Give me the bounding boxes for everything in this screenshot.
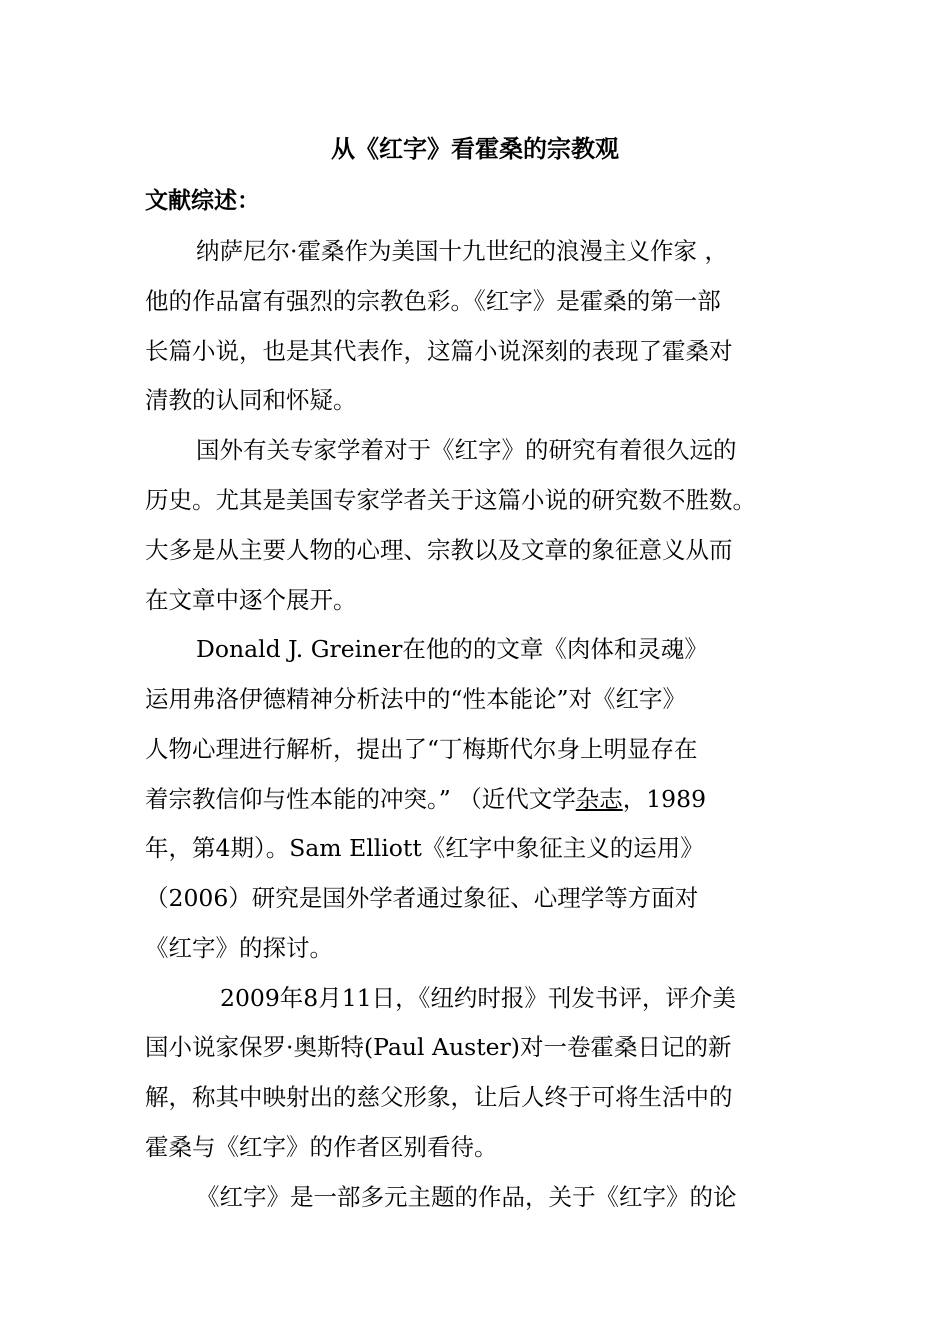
paragraph-line: 霍桑与《红字》的作者区别看待。 [145,1133,498,1161]
paragraph-line: Donald J. Greiner在他的的文章《肉体和灵魂》 [196,635,708,663]
paragraph-line: 国小说家保罗·奥斯特(Paul Auster)对一卷霍桑日记的新 [145,1033,732,1061]
paragraph-line: 2009年8月11日，《纽约时报》刊发书评，评介美 [220,984,736,1012]
paragraph-line: （2006）研究是国外学者通过象征、心理学等方面对 [145,884,699,912]
paragraph-line: 长篇小说，也是其代表作，这篇小说深刻的表现了霍桑对 [145,337,733,365]
citation-year: ，1989 [622,785,707,813]
paragraph-line: 纳萨尼尔·霍桑作为美国十九世纪的浪漫主义作家 ， [196,237,728,265]
page-title: 从《红字》看霍桑的宗教观 [331,135,619,163]
citation-text: 着宗教信仰与性本能的冲突。” （近代文学 [145,785,576,813]
paragraph-line: 他的作品富有强烈的宗教色彩。《红字》是霍桑的第一部 [145,287,721,315]
paragraph-line: 在文章中逐个展开。 [145,586,357,614]
paragraph-line: 年，第4期）。Sam Elliott《红字中象征主义的运用》 [145,834,704,862]
paragraph-line: 《红字》的探讨。 [145,934,333,962]
paragraph-line: 国外有关专家学着对于《红字》的研究有着很久远的 [196,436,737,464]
paragraph-line: 历史。尤其是美国专家学者关于这篇小说的研究数不胜数。 [145,486,756,514]
paragraph-line: 清教的认同和怀疑。 [145,386,357,414]
section-heading: 文献综述： [145,188,260,214]
paragraph-line: 解，称其中映射出的慈父形象，让后人终于可将生活中的 [145,1083,733,1111]
paragraph-line: 大多是从主要人物的心理、宗教以及文章的象征意义从而 [145,536,733,564]
paragraph-line-with-citation [145,782,706,816]
paragraph-line: 人物心理进行解析，提出了“丁梅斯代尔身上明显存在 [145,735,698,763]
underlined-word: 杂志 [575,785,623,813]
paragraph-line: 《红字》是一部多元主题的作品，关于《红字》的论 [196,1183,737,1211]
paragraph-line: 运用弗洛伊德精神分析法中的“性本能论”对《红字》 [145,685,687,713]
